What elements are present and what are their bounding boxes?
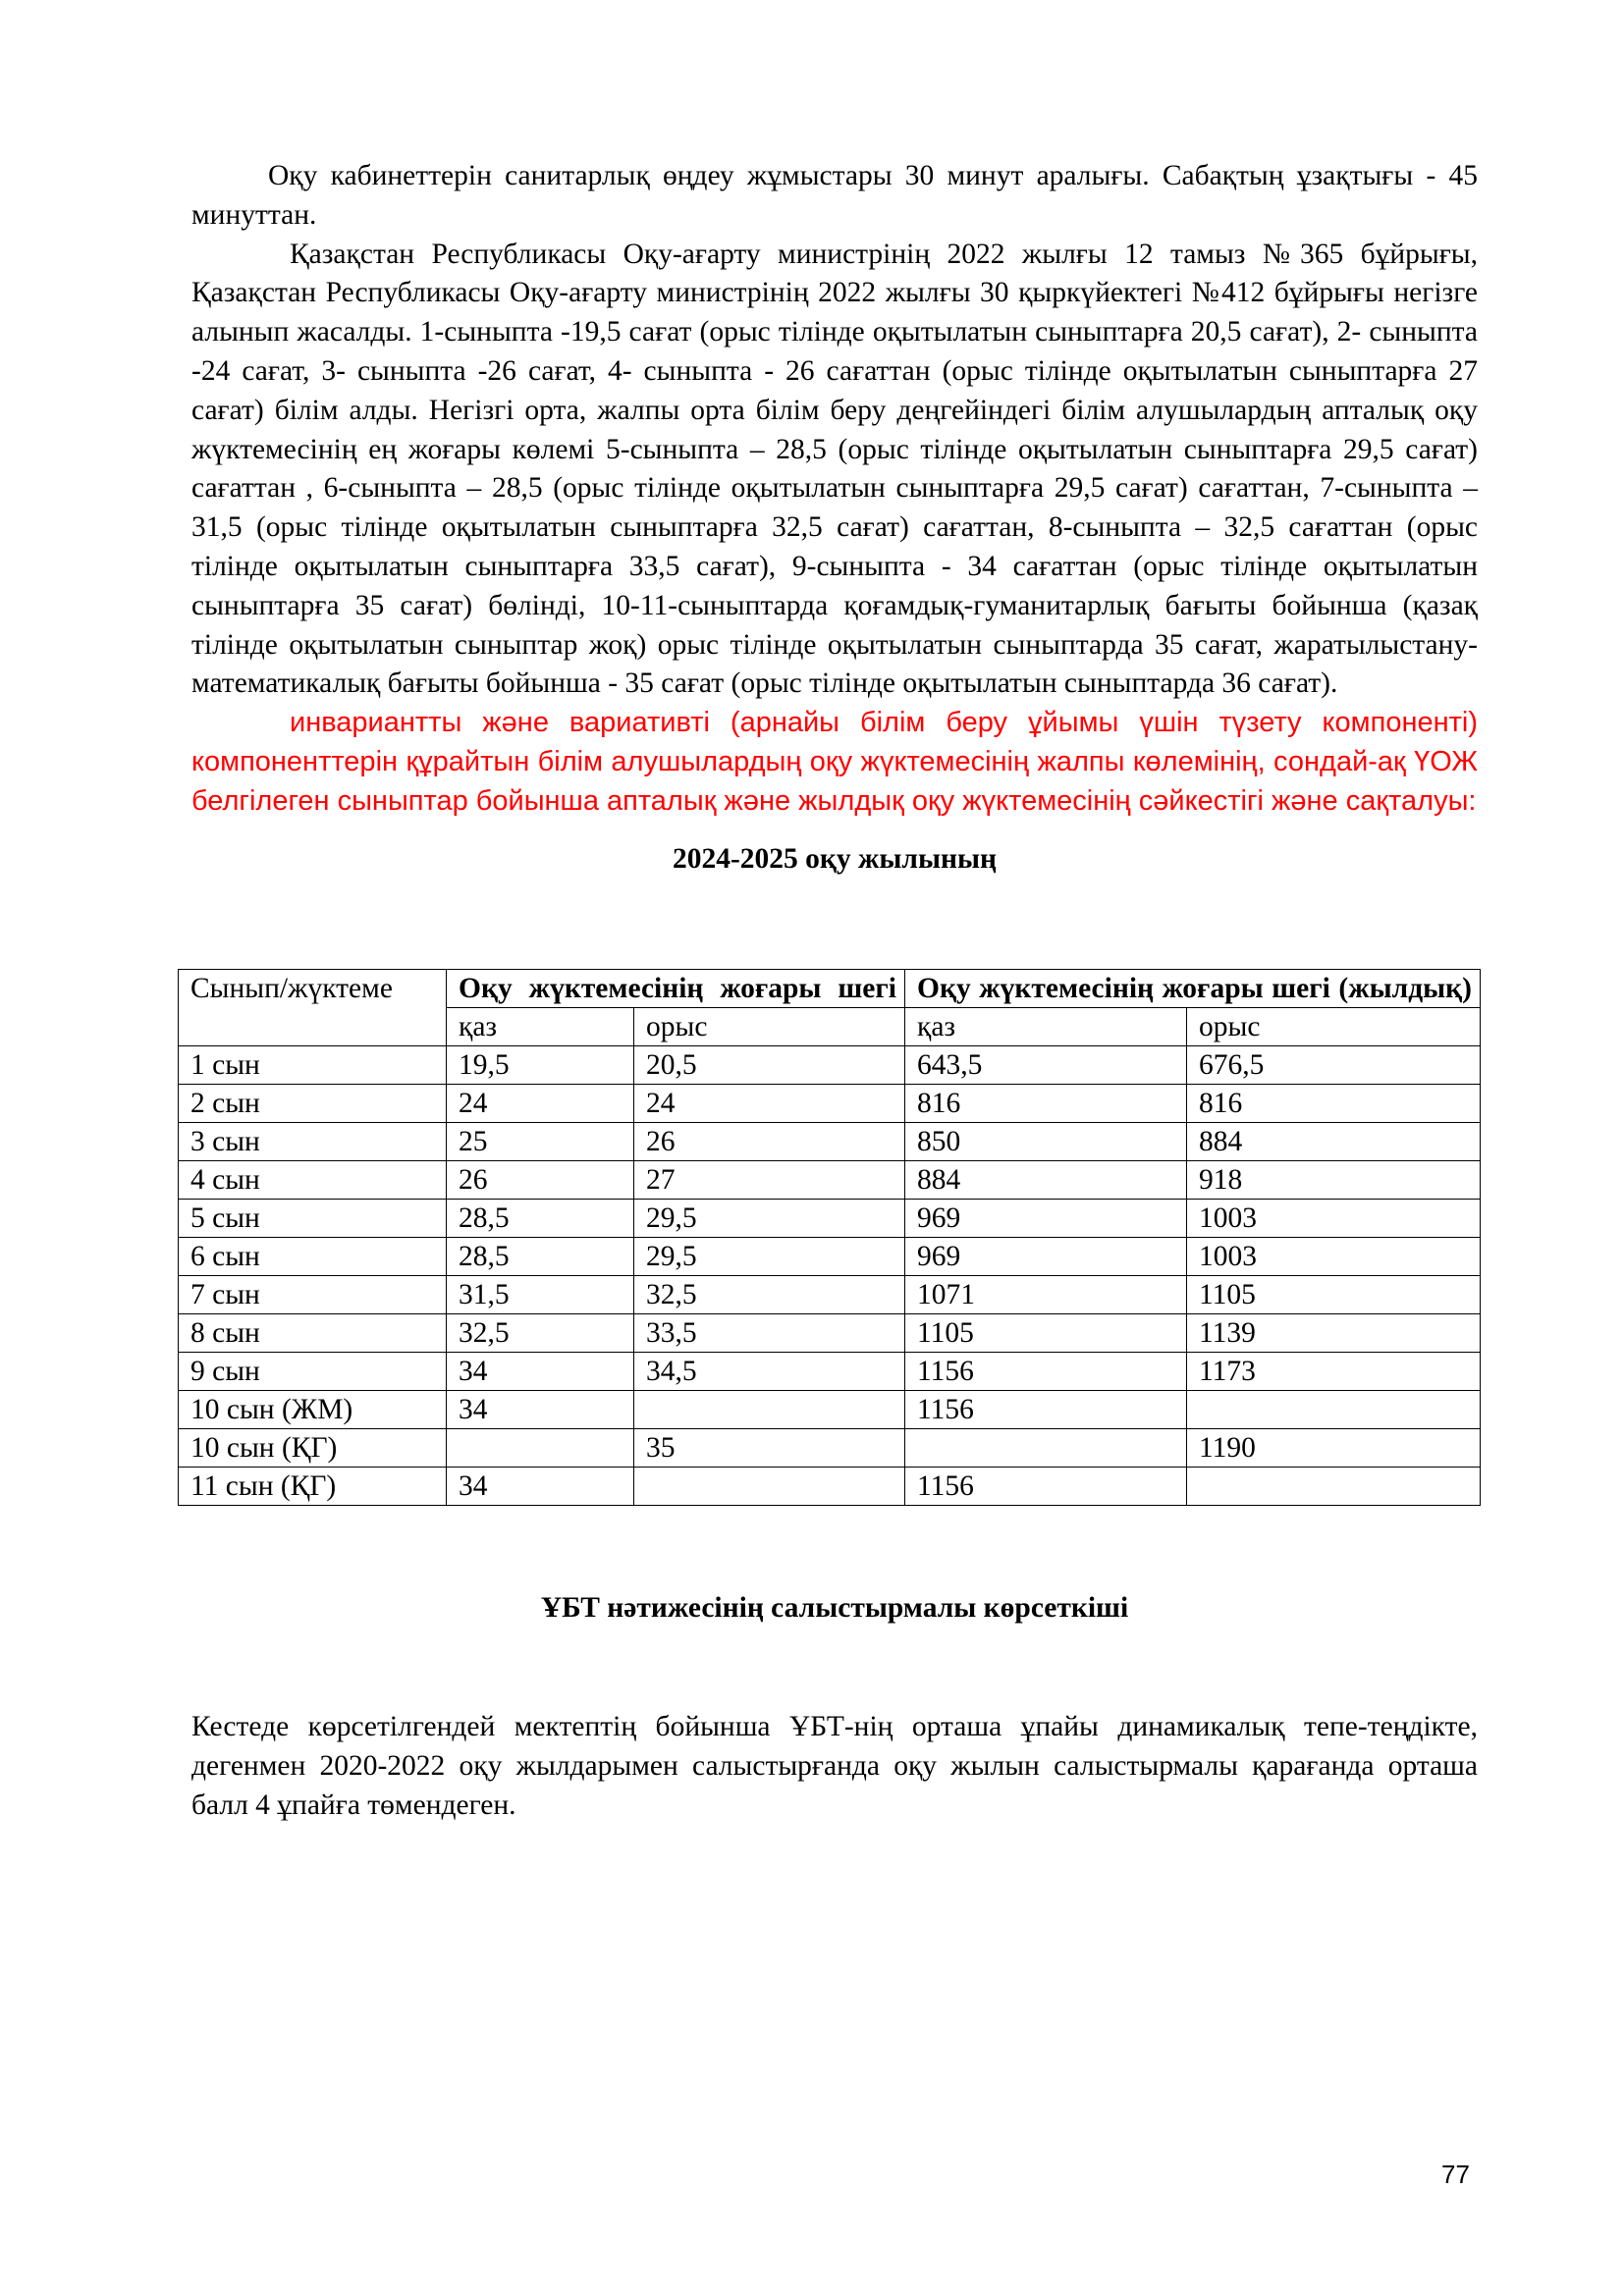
- cell-weekly-kaz: 31,5: [447, 1276, 634, 1314]
- paragraph-red-highlight: инвариантты және вариативті (арнайы білім беру ұйымы үшін түзету компоненті) компоненттерін құрайтын білім алушылардың оқу жүктемесінің жалпы көлемінің, сондай-ақ ҮОЖ белгілеген сыныптар бойынша апталық және жылдық оқу жүктемесінің сәйкестігі және сақталуы:: [191, 707, 1478, 817]
- cell-yearly-kaz: 1105: [905, 1314, 1187, 1353]
- document-page: [191, 157, 1478, 902]
- table-row: [179, 1200, 1481, 1238]
- cell-class: 5 сын: [179, 1200, 447, 1238]
- cell-weekly-kaz: 25: [447, 1123, 634, 1161]
- cell-yearly-rus: 1003: [1187, 1200, 1481, 1238]
- cell-weekly-kaz: 34: [447, 1391, 634, 1429]
- cell-weekly-rus: 34,5: [634, 1353, 905, 1391]
- cell-yearly-kaz: 969: [905, 1200, 1187, 1238]
- table-row: [179, 1391, 1481, 1429]
- cell-weekly-rus: 27: [634, 1161, 905, 1200]
- cell-class: 4 сын: [179, 1161, 447, 1200]
- cell-weekly-kaz: 24: [447, 1085, 634, 1123]
- study-load-table: [178, 969, 1481, 1506]
- table-row: [179, 1353, 1481, 1391]
- paragraph-sanitation: Оқу кабинеттерін санитарлық өңдеу жұмыстары 30 минут аралығы. Сабақтың ұзақтығы - 45 минуттан.: [191, 160, 1478, 231]
- table-header-yearly-max: Оқу жүктемесінің жоғары шегі (жылдық): [905, 970, 1481, 1008]
- cell-class: 10 сын (ЖМ): [179, 1391, 447, 1429]
- cell-weekly-rus: 35: [634, 1429, 905, 1468]
- cell-class: 2 сын: [179, 1085, 447, 1123]
- ubt-heading: ҰБТ нәтижесінің салыстырмалы көрсеткіші: [540, 1592, 1129, 1624]
- cell-yearly-rus: 1173: [1187, 1353, 1481, 1391]
- cell-yearly-kaz: 884: [905, 1161, 1187, 1200]
- subheader-weekly-rus: орыс: [634, 1008, 905, 1046]
- cell-class: 10 сын (ҚГ): [179, 1429, 447, 1468]
- table-row: [179, 1468, 1481, 1506]
- table-row: [179, 1238, 1481, 1276]
- cell-yearly-kaz: 643,5: [905, 1046, 1187, 1085]
- cell-weekly-kaz: 34: [447, 1353, 634, 1391]
- table-row: [179, 1085, 1481, 1123]
- cell-weekly-kaz: 28,5: [447, 1238, 634, 1276]
- cell-yearly-rus: [1187, 1391, 1481, 1429]
- cell-yearly-rus: 1003: [1187, 1238, 1481, 1276]
- cell-yearly-kaz: 1071: [905, 1276, 1187, 1314]
- cell-weekly-rus: [634, 1391, 905, 1429]
- table-row: [179, 1046, 1481, 1085]
- cell-yearly-rus: 1190: [1187, 1429, 1481, 1468]
- cell-yearly-rus: 816: [1187, 1085, 1481, 1123]
- paragraph-regulations: Қазақстан Республикасы Оқу-ағарту министрінің 2022 жылғы 12 тамыз №365 бұйрығы, Қазақстан Республикасы Оқу-ағарту министрінің 2022 жылғы 30 қыркүйектегі №412 бұйрығы негізге алынып жасалды. 1-сыныпта -19,5 сағат (орыс тілінде оқытылатын сыныптарға 20,5 сағат), 2- сыныпта -24 сағат, 3- сыныпта -26 сағат, 4- сыныпта - 26 сағаттан (орыс тілінде оқытылатын сыныптарға 27 сағат) білім алды. Негізгі орта, жалпы орта білім беру деңгейіндегі білім алушылардың апталық оқу жүктемесінің ең жоғары көлемі 5-сыныпта – 28,5 (орыс тілінде оқытылатын сыныптарға 29,5 сағат) сағаттан , 6-сыныпта – 28,5 (орыс тілінде оқытылатын сыныптарға 29,5 сағат) сағаттан, 7-сыныпта – 31,5 (орыс тілінде оқытылатын сыныптарға 32,5 сағат) сағаттан, 8-сыныпта – 32,5 сағаттан (орыс тілінде оқытылатын сыныптарға 33,5 сағат), 9-сыныпта - 34 сағаттан (орыс тілінде оқытылатын сыныптарға 35 сағат) бөлінді, 10-11-сыныптарда қоғамдық-гуманитарлық бағыты бойынша (қазақ тілінде оқытылатын сыныптар жоқ) орыс тілінде оқытылатын сыныптарда 35 сағат, жаратылыстану-математикалық бағыты бойынша - 35 сағат (орыс тілінде оқытылатын сыныптарда 36 сағат).: [191, 238, 1478, 700]
- cell-yearly-rus: 1139: [1187, 1314, 1481, 1353]
- year-heading: 2024-2025 оқу жылының: [672, 842, 998, 875]
- cell-weekly-rus: 29,5: [634, 1200, 905, 1238]
- cell-weekly-kaz: 28,5: [447, 1200, 634, 1238]
- cell-weekly-rus: 24: [634, 1085, 905, 1123]
- table-header-weekly-max: Оқу жүктемесінің жоғары шегі: [447, 970, 905, 1008]
- cell-weekly-kaz: 26: [447, 1161, 634, 1200]
- cell-weekly-rus: 29,5: [634, 1238, 905, 1276]
- subheader-yearly-kaz: қаз: [905, 1008, 1187, 1046]
- cell-weekly-kaz: 34: [447, 1468, 634, 1506]
- page-number: 77: [1441, 2160, 1470, 2189]
- table-row: [179, 1314, 1481, 1353]
- cell-yearly-rus: 676,5: [1187, 1046, 1481, 1085]
- cell-weekly-rus: 26: [634, 1123, 905, 1161]
- cell-weekly-kaz: 32,5: [447, 1314, 634, 1353]
- table-header-row: [179, 970, 1481, 1008]
- cell-weekly-rus: 33,5: [634, 1314, 905, 1353]
- subheader-weekly-kaz: қаз: [447, 1008, 634, 1046]
- cell-class: 3 сын: [179, 1123, 447, 1161]
- cell-class: 1 сын: [179, 1046, 447, 1085]
- cell-class: 9 сын: [179, 1353, 447, 1391]
- cell-class: 11 сын (ҚГ): [179, 1468, 447, 1506]
- cell-weekly-rus: 20,5: [634, 1046, 905, 1085]
- cell-weekly-kaz: [447, 1429, 634, 1468]
- cell-weekly-kaz: 19,5: [447, 1046, 634, 1085]
- table-row: [179, 1276, 1481, 1314]
- table-header-class-load: Сынып/жүктеме: [179, 970, 447, 1046]
- cell-yearly-rus: 918: [1187, 1161, 1481, 1200]
- after-table-section: [191, 1588, 1478, 1825]
- cell-yearly-kaz: 850: [905, 1123, 1187, 1161]
- cell-yearly-rus: [1187, 1468, 1481, 1506]
- cell-yearly-kaz: 816: [905, 1085, 1187, 1123]
- cell-yearly-rus: 884: [1187, 1123, 1481, 1161]
- table-row: [179, 1429, 1481, 1468]
- subheader-yearly-rus: орыс: [1187, 1008, 1481, 1046]
- cell-class: 8 сын: [179, 1314, 447, 1353]
- cell-yearly-kaz: 1156: [905, 1468, 1187, 1506]
- cell-yearly-kaz: 1156: [905, 1391, 1187, 1429]
- cell-class: 6 сын: [179, 1238, 447, 1276]
- cell-yearly-kaz: [905, 1429, 1187, 1468]
- table-row: [179, 1161, 1481, 1200]
- paragraph-ubt-results: Кестеде көрсетілгендей мектептің бойынша ҰБТ-нің орташа ұпайы динамикалық тепе-теңдікте, дегенмен 2020-2022 оқу жылдарымен салыстырғанда оқу жылын салыстырмалы қарағанда орташа балл 4 ұпайға төмендеген.: [191, 1711, 1478, 1821]
- cell-yearly-kaz: 969: [905, 1238, 1187, 1276]
- cell-class: 7 сын: [179, 1276, 447, 1314]
- cell-weekly-rus: 32,5: [634, 1276, 905, 1314]
- cell-weekly-rus: [634, 1468, 905, 1506]
- table-row: [179, 1123, 1481, 1161]
- cell-yearly-rus: 1105: [1187, 1276, 1481, 1314]
- cell-yearly-kaz: 1156: [905, 1353, 1187, 1391]
